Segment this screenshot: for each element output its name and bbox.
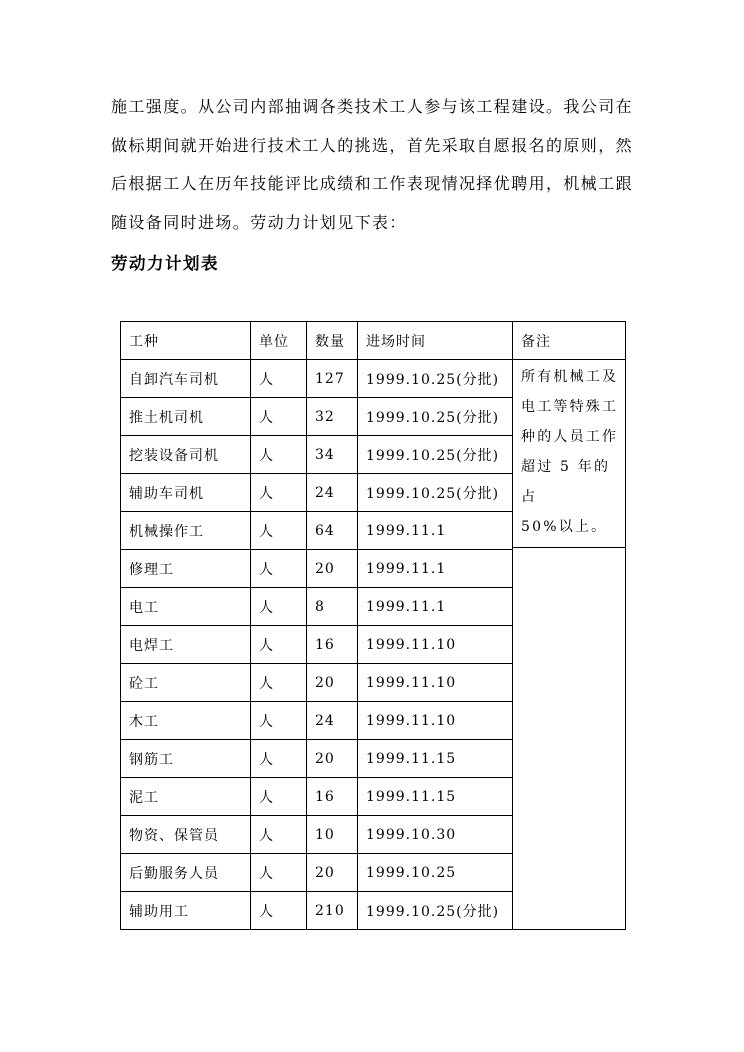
header-trade: 工种: [121, 322, 251, 360]
cell-quantity: 34: [307, 436, 358, 474]
labor-plan-table: [120, 321, 626, 930]
remarks-line: 种的人员工作: [521, 429, 619, 445]
cell-remarks-empty: [513, 550, 626, 930]
header-entry-date: 进场时间: [358, 322, 513, 360]
cell-trade: 机械操作工: [121, 512, 251, 550]
intro-line: 随设备同时进场。劳动力计划见下表：: [111, 212, 407, 232]
cell-quantity: 20: [307, 854, 358, 892]
remarks-line: 超过 5 年的占: [521, 459, 611, 505]
cell-trade: 挖装设备司机: [121, 436, 251, 474]
intro-paragraph: [111, 88, 641, 242]
cell-quantity: 64: [307, 512, 358, 550]
cell-unit: 人: [251, 398, 307, 436]
cell-trade: 物资、保管员: [121, 816, 251, 854]
table-header-row: [121, 322, 626, 360]
cell-quantity: 24: [307, 474, 358, 512]
intro-line: 做标期间就开始进行技术工人的挑选，首先采取自愿报名的原则，然: [111, 135, 634, 155]
cell-unit: 人: [251, 360, 307, 398]
cell-unit: 人: [251, 778, 307, 816]
cell-unit: 人: [251, 436, 307, 474]
cell-quantity: 20: [307, 740, 358, 778]
cell-unit: 人: [251, 550, 307, 588]
cell-entry-date: 1999.11.1: [358, 588, 513, 626]
cell-unit: 人: [251, 626, 307, 664]
cell-trade: 砼工: [121, 664, 251, 702]
header-remarks: 备注: [513, 322, 626, 360]
cell-trade: 泥工: [121, 778, 251, 816]
cell-unit: 人: [251, 816, 307, 854]
cell-unit: 人: [251, 740, 307, 778]
remarks-text: [513, 360, 625, 548]
cell-entry-date: 1999.11.15: [358, 778, 513, 816]
cell-entry-date: 1999.11.1: [358, 512, 513, 550]
cell-trade: 钢筋工: [121, 740, 251, 778]
cell-entry-date: 1999.10.25(分批): [358, 360, 513, 398]
cell-trade: 修理工: [121, 550, 251, 588]
header-unit: 单位: [251, 322, 307, 360]
cell-entry-date: 1999.11.10: [358, 626, 513, 664]
cell-trade: 自卸汽车司机: [121, 360, 251, 398]
cell-quantity: 32: [307, 398, 358, 436]
cell-quantity: 127: [307, 360, 358, 398]
cell-entry-date: 1999.11.1: [358, 550, 513, 588]
cell-entry-date: 1999.10.25: [358, 854, 513, 892]
cell-quantity: 16: [307, 778, 358, 816]
cell-quantity: 210: [307, 892, 358, 930]
table-row: [121, 550, 626, 588]
cell-trade: 辅助车司机: [121, 474, 251, 512]
cell-entry-date: 1999.11.10: [358, 702, 513, 740]
cell-entry-date: 1999.10.30: [358, 816, 513, 854]
cell-unit: 人: [251, 512, 307, 550]
cell-quantity: 10: [307, 816, 358, 854]
table-title: 劳动力计划表: [111, 254, 219, 273]
cell-unit: 人: [251, 474, 307, 512]
cell-entry-date: 1999.10.25(分批): [358, 398, 513, 436]
cell-entry-date: 1999.10.25(分批): [358, 474, 513, 512]
cell-unit: 人: [251, 702, 307, 740]
remarks-line: 所有机械工及: [521, 369, 619, 385]
remarks-line: 50%以上。: [521, 519, 608, 535]
header-quantity: 数量: [307, 322, 358, 360]
cell-unit: 人: [251, 588, 307, 626]
cell-quantity: 20: [307, 664, 358, 702]
cell-quantity: 20: [307, 550, 358, 588]
cell-trade: 推土机司机: [121, 398, 251, 436]
cell-quantity: 8: [307, 588, 358, 626]
cell-entry-date: 1999.10.25(分批): [358, 892, 513, 930]
cell-trade: 电工: [121, 588, 251, 626]
cell-entry-date: 1999.11.15: [358, 740, 513, 778]
table-body: [121, 360, 626, 930]
cell-quantity: 16: [307, 626, 358, 664]
intro-line: 后根据工人在历年技能评比成绩和工作表现情况择优聘用，机械工跟: [111, 174, 634, 193]
cell-remarks: [513, 360, 626, 550]
cell-trade: 电焊工: [121, 626, 251, 664]
cell-unit: 人: [251, 892, 307, 930]
table-row: [121, 360, 626, 398]
cell-entry-date: 1999.10.25(分批): [358, 436, 513, 474]
intro-line: 施工强度。从公司内部抽调各类技术工人参与该工程建设。我公司在: [111, 97, 634, 116]
cell-trade: 辅助用工: [121, 892, 251, 930]
cell-unit: 人: [251, 854, 307, 892]
cell-trade: 后勤服务人员: [121, 854, 251, 892]
cell-unit: 人: [251, 664, 307, 702]
cell-entry-date: 1999.11.10: [358, 664, 513, 702]
cell-quantity: 24: [307, 702, 358, 740]
remarks-line: 电工等特殊工: [521, 399, 619, 415]
cell-trade: 木工: [121, 702, 251, 740]
